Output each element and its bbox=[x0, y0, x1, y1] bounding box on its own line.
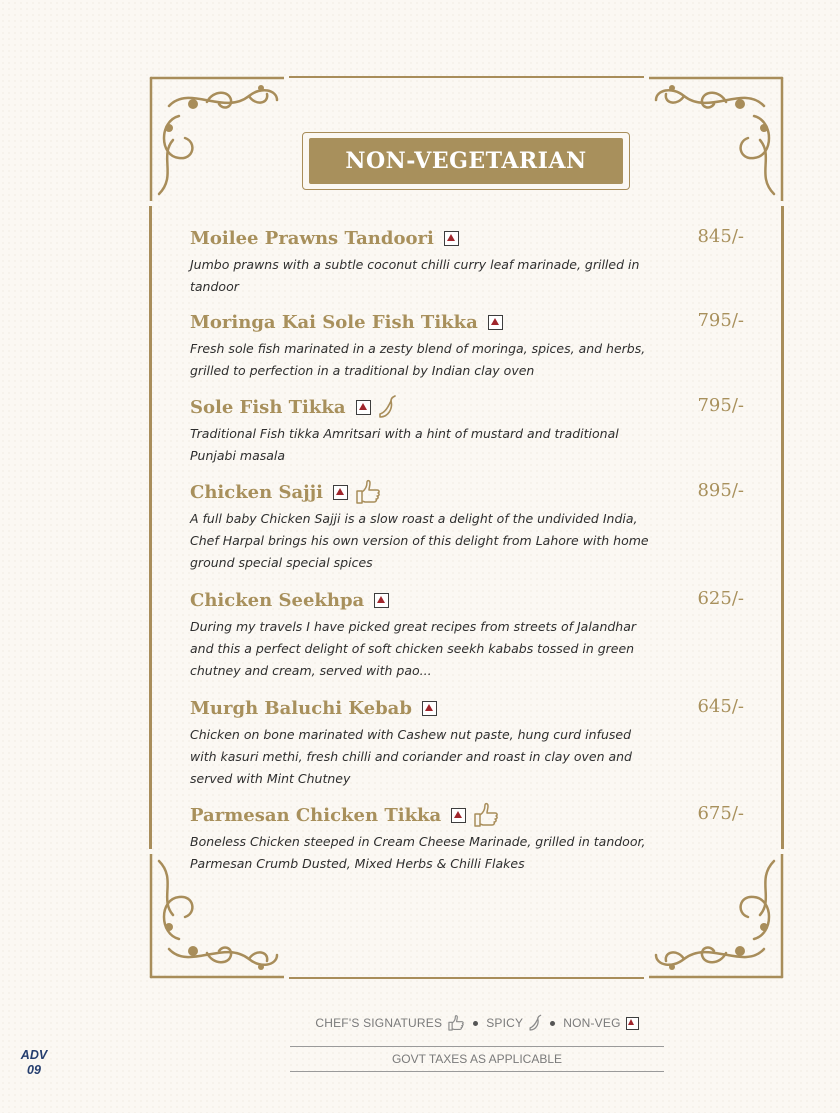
section-title-banner bbox=[302, 132, 630, 190]
non-veg-icon bbox=[451, 808, 466, 823]
frame-top-border bbox=[289, 76, 644, 78]
legend-separator bbox=[550, 1021, 555, 1026]
legend-chefs-signatures: CHEF'S SIGNATURES bbox=[315, 1016, 443, 1030]
chili-icon bbox=[528, 1014, 542, 1032]
item-name: Sole Fish Tikka bbox=[190, 396, 346, 418]
legend-separator bbox=[473, 1021, 478, 1026]
non-veg-icon bbox=[333, 485, 348, 500]
item-price: 645/- bbox=[697, 696, 744, 717]
item-name: Moilee Prawns Tandoori bbox=[190, 227, 434, 249]
item-price: 625/- bbox=[697, 588, 744, 609]
item-description: Traditional Fish tikka Amritsari with a hint of mustard and traditional Punjabi masala bbox=[190, 426, 619, 463]
item-price: 895/- bbox=[697, 480, 744, 501]
item-price: 845/- bbox=[697, 226, 744, 247]
legend-non-veg: NON-VEG bbox=[563, 1016, 621, 1030]
menu-item bbox=[190, 801, 750, 875]
thumbs-up-icon bbox=[447, 1014, 465, 1032]
item-description: During my travels I have picked great recipes from streets of Jalandhar and this a perfect delight of soft chicken seekh kababs tossed in green chutney and cream, served with pao... bbox=[190, 619, 637, 678]
item-description: A full baby Chicken Sajji is a slow roast a delight of the undivided India, Chef Harpal brings his own version of this delight from Lahore with home ground special special spices bbox=[190, 511, 649, 570]
flourish-corner-top-left bbox=[149, 76, 284, 201]
section-title: NON-VEGETARIAN bbox=[309, 138, 623, 184]
item-description: Fresh sole fish marinated in a zesty blend of moringa, spices, and herbs, grilled to perfection in a traditional by Indian clay oven bbox=[190, 341, 646, 378]
item-description: Boneless Chicken steeped in Cream Cheese Marinade, grilled in tandoor, Parmesan Crumb Dusted, Mixed Herbs & Chilli Flakes bbox=[190, 834, 646, 871]
chili-icon bbox=[377, 395, 397, 419]
item-name: Chicken Sajji bbox=[190, 481, 324, 503]
item-price: 795/- bbox=[697, 310, 744, 331]
item-name: Murgh Baluchi Kebab bbox=[190, 697, 412, 719]
non-veg-icon bbox=[356, 400, 371, 415]
menu-item bbox=[190, 308, 750, 382]
frame-bottom-border bbox=[289, 977, 644, 979]
page-number: 09 bbox=[27, 1063, 41, 1077]
non-veg-icon bbox=[422, 701, 437, 716]
frame-left-border bbox=[149, 206, 152, 849]
non-veg-icon bbox=[626, 1017, 639, 1030]
legend-spicy: SPICY bbox=[486, 1016, 524, 1030]
menu-item bbox=[190, 586, 750, 682]
thumbs-up-icon bbox=[472, 801, 500, 829]
frame-right-border bbox=[781, 206, 784, 849]
item-description: Jumbo prawns with a subtle coconut chilli curry leaf marinade, grilled in tandoor bbox=[190, 257, 640, 294]
page-code-prefix: ADV bbox=[20, 1048, 48, 1062]
non-veg-icon bbox=[374, 593, 389, 608]
menu-item bbox=[190, 694, 750, 790]
icon-legend bbox=[290, 1012, 664, 1034]
item-name: Moringa Kai Sole Fish Tikka bbox=[190, 311, 478, 333]
non-veg-icon bbox=[488, 315, 503, 330]
item-name: Parmesan Chicken Tikka bbox=[190, 804, 442, 826]
item-price: 795/- bbox=[697, 395, 744, 416]
taxes-note: GOVT TAXES AS APPLICABLE bbox=[290, 1046, 664, 1072]
menu-item bbox=[190, 224, 750, 298]
menu-item bbox=[190, 393, 750, 467]
item-name: Chicken Seekhpa bbox=[190, 589, 365, 611]
page-code bbox=[18, 1048, 50, 1078]
item-description: Chicken on bone marinated with Cashew nut paste, hung curd infused with kasuri methi, fresh chilli and coriander and roast in clay oven and served with Mint Chutney bbox=[190, 727, 632, 786]
non-veg-icon bbox=[444, 231, 459, 246]
thumbs-up-icon bbox=[354, 478, 382, 506]
menu-item bbox=[190, 478, 750, 574]
item-price: 675/- bbox=[697, 803, 744, 824]
flourish-corner-top-right bbox=[649, 76, 784, 201]
